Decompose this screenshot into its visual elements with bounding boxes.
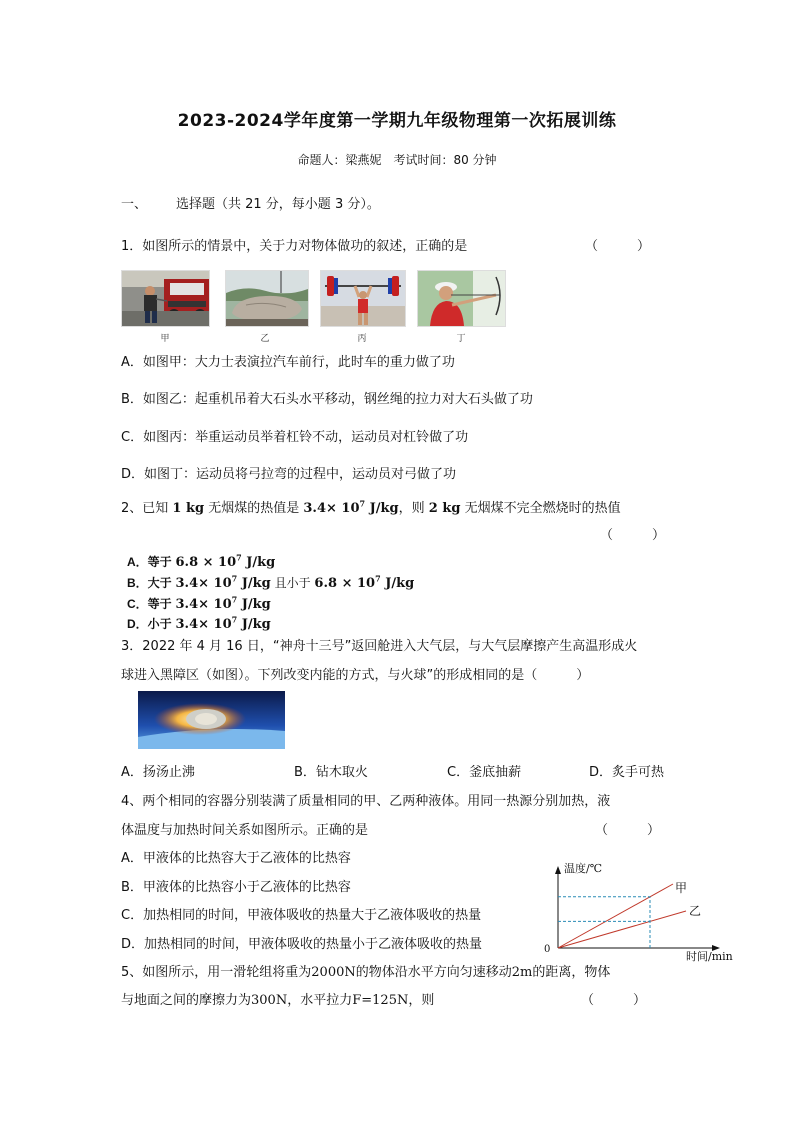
q3-line-1: 3．2022 年 4 月 16 日，“神舟十三号”返回舱进入大气层，与大气层摩擦产生高温形成火 — [121, 639, 638, 654]
q4-chart-line-yi — [558, 911, 686, 948]
q2-heat-value: $3.4\times 10^7$ J/kg — [303, 498, 399, 516]
q3-option-b: B．钻木取火 — [294, 765, 368, 780]
q4-chart-ylabel: 温度/℃ — [564, 862, 603, 875]
q2-option-c: C．等于 $3.4\times 10^7$ J/kg — [127, 594, 271, 612]
q5-line-1: 5、如图所示，用一滑轮组将重为2000N的物体沿水平方向匀速移动2m的距离，物体 — [121, 965, 611, 980]
q1-caption-ding: 丁 — [456, 334, 466, 344]
q4-answer-blank: （ ） — [595, 823, 661, 838]
q4-chart-series-yi: 乙 — [689, 904, 702, 918]
q3-option-d: D．炙手可热 — [589, 765, 665, 780]
q5-friction: 300N — [251, 993, 288, 1008]
page-subtitle: 命题人：梁燕妮 考试时间：80 分钟 — [297, 153, 497, 167]
q1-photo-ding — [417, 270, 506, 327]
q1-option-c: C．如图丙：举重运动员举着杠铃不动，运动员对杠铃做了功 — [121, 430, 469, 445]
q4-chart-origin: 0 — [544, 944, 551, 955]
q5-line-2: 与地面之间的摩擦力为300N，水平拉力F=125N，则 — [121, 993, 435, 1008]
q4-option-d: D．加热相同的时间，甲液体吸收的热量小于乙液体吸收的热量 — [121, 937, 483, 952]
q2-stem: 2、已知 1 kg 无烟煤的热值是 $3.4\times 10^7$ J/kg，则 2 kg 无烟煤不完全燃烧时的热值 — [121, 498, 621, 516]
q5-answer-blank: （ ） — [581, 993, 647, 1008]
q5-pull-force: F=125N — [352, 993, 409, 1008]
q1-photo-jia — [121, 270, 210, 327]
q2-mass-1: 1 kg — [172, 501, 205, 516]
q4-chart-y-arrow — [555, 866, 561, 874]
section-number: 一、 — [121, 197, 148, 212]
q1-caption-yi: 乙 — [260, 334, 270, 344]
q1-option-b: B．如图乙：起重机吊着大石头水平移动，钢丝绳的拉力对大石头做了功 — [121, 392, 533, 407]
q4-chart-line-jia — [558, 884, 673, 948]
page-title: 2023-2024学年度第一学期九年级物理第一次拓展训练 — [177, 111, 617, 131]
q1-photo-bing — [320, 270, 406, 327]
q1-photo-yi — [225, 270, 309, 327]
q3-line-2: 球进入黑障区（如图）。下列改变内能的方式，与火球”的形成相同的是（ ） — [121, 668, 590, 683]
q2-answer-blank: （ ） — [600, 528, 666, 543]
q2-mass-2: 2 kg — [428, 501, 461, 516]
q1-stem: 1．如图所示的情景中，关于力对物体做功的叙述，正确的是 — [121, 239, 468, 254]
q1-option-a: A．如图甲：大力士表演拉汽车前行，此时车的重力做了功 — [121, 355, 455, 370]
q5-distance: 2m — [511, 965, 533, 980]
q2-option-b: B．大于 $3.4\times 10^7$ J/kg 且小于 $6.8 \times 10^7$ J/kg — [127, 573, 415, 591]
q4-chart-xlabel: 时间/min — [686, 950, 733, 963]
q1-option-d: D．如图丁：运动员将弓拉弯的过程中，运动员对弓做了功 — [121, 467, 457, 482]
q4-option-c: C．加热相同的时间，甲液体吸收的热量大于乙液体吸收的热量 — [121, 908, 482, 923]
q4-option-b: B．甲液体的比热容小于乙液体的比热容 — [121, 880, 351, 895]
q1-caption-bing: 丙 — [357, 334, 367, 344]
section-heading: 选择题（共 21 分，每小题 3 分）。 — [176, 197, 380, 212]
q4-chart-series-jia: 甲 — [675, 881, 688, 895]
q3-option-c: C．釜底抽薪 — [447, 765, 522, 780]
q2-option-a: A．等于 $6.8 \times 10^7$ J/kg — [127, 552, 276, 570]
q4-option-a: A．甲液体的比热容大于乙液体的比热容 — [121, 851, 351, 866]
q5-weight: 2000N — [311, 965, 356, 980]
q4-line-2: 体温度与加热时间关系如图所示。正确的是 — [121, 823, 369, 838]
q2-option-d: D．小于 $3.4\times 10^7$ J/kg — [127, 614, 271, 632]
q4-chart — [538, 858, 734, 966]
q3-option-a: A．扬汤止沸 — [121, 765, 195, 780]
q3-capsule-photo — [138, 691, 285, 749]
q1-answer-blank: （ ） — [585, 239, 651, 254]
q1-caption-jia: 甲 — [160, 334, 170, 344]
q4-line-1: 4、两个相同的容器分别装满了质量相同的甲、乙两种液体。用同一热源分别加热，液 — [121, 794, 611, 809]
